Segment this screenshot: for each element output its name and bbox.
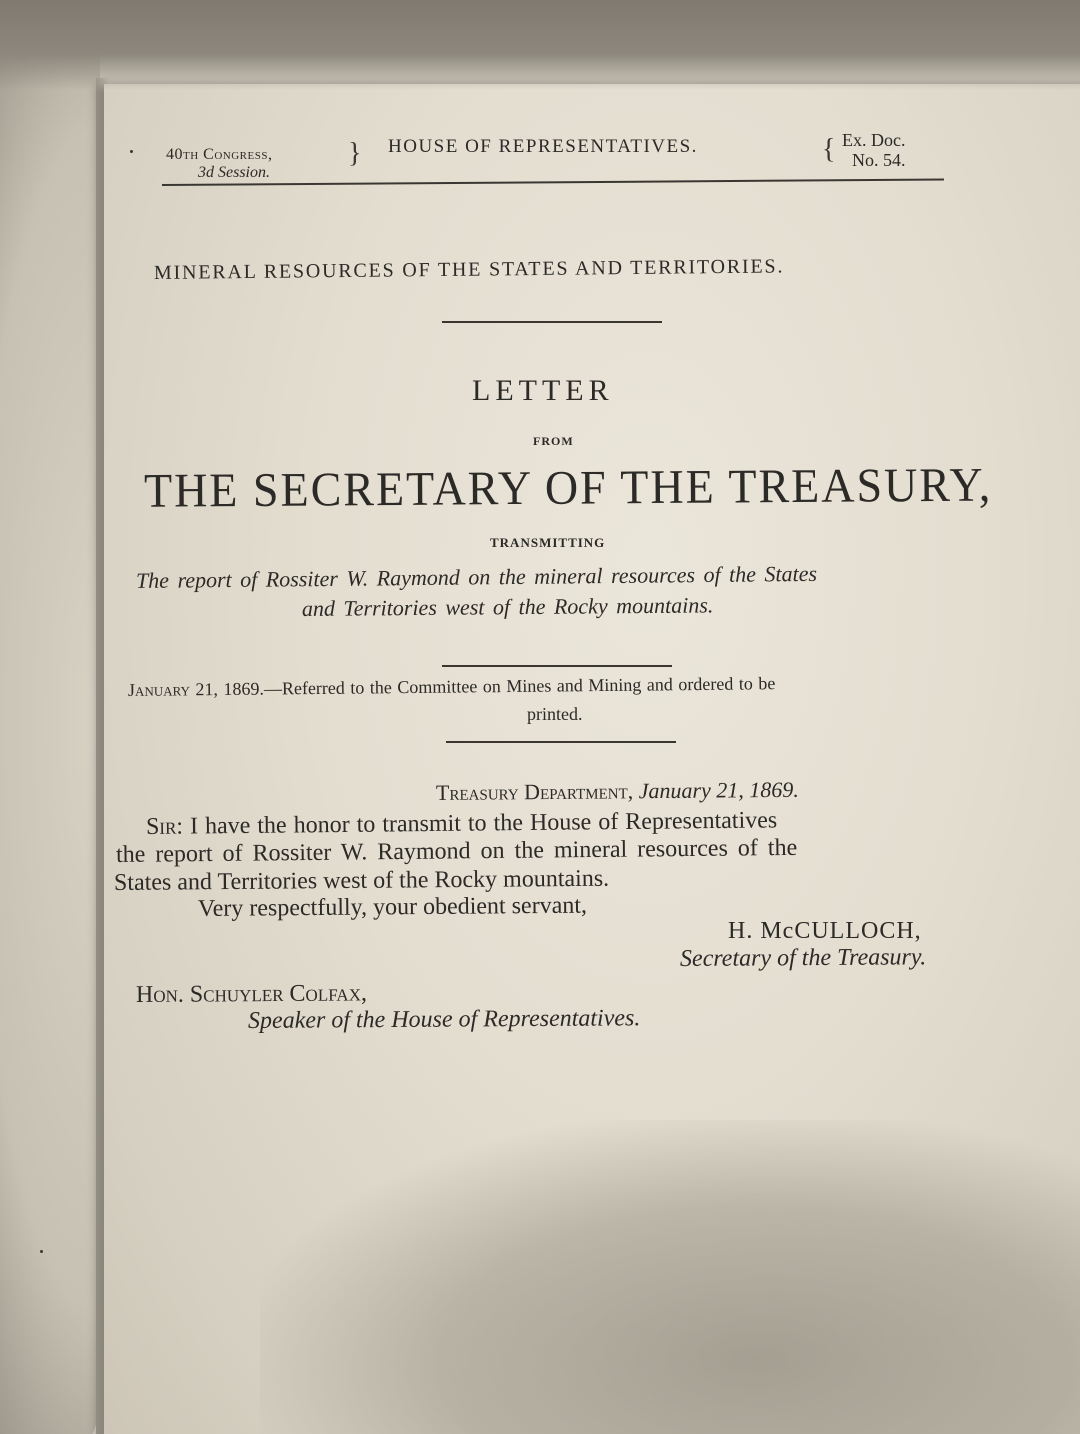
sender-heading: THE SECRETARY OF THE TREASURY,: [143, 457, 993, 518]
left-page-curl: [0, 0, 100, 1434]
addressee-name: Hon. Schuyler Colfax,: [135, 980, 368, 1008]
referral-line-2: printed.: [527, 704, 583, 724]
dateline-dept: Treasury Department,: [435, 778, 634, 805]
header-session: 3d Session.: [198, 164, 270, 181]
referral-text: —Referred to the Committee on Mines and Mining and ordered to be: [263, 673, 776, 699]
divider-rule: [446, 741, 676, 743]
top-shadow: [0, 0, 1080, 90]
divider-rule: [442, 665, 672, 667]
dateline-month-day: January 21, 1869.: [638, 776, 799, 804]
header-doc-number: No. 54.: [852, 150, 906, 170]
body-line: States and Territories west of the Rocky mountains.: [113, 865, 610, 896]
report-description-line: and Territories west of the Rocky mountains.: [301, 592, 714, 621]
subject-heading: MINERAL RESOURCES OF THE STATES AND TERRITORIES.: [153, 255, 785, 284]
brace-right: {: [822, 134, 836, 165]
header-house: HOUSE OF REPRESENTATIVES.: [388, 136, 698, 157]
body-line: the report of Rossiter W. Raymond on the mineral resources of the: [115, 834, 798, 868]
salutation: Sir: [145, 813, 177, 840]
brace-left: }: [348, 138, 362, 169]
divider-rule: [442, 321, 662, 323]
bottom-shadow: [260, 1120, 1080, 1434]
ink-speck: [130, 150, 133, 153]
closing-line: Very respectfully, your obedient servant,: [197, 892, 588, 922]
report-description-line: The report of Rossiter W. Raymond on the mineral resources of the States: [135, 560, 818, 593]
signature-name: H. McCULLOCH,: [728, 918, 922, 944]
dateline: [436, 777, 799, 806]
body-text: : I have the honor to transmit to the House of Representatives: [176, 807, 778, 840]
from-label: FROM: [533, 434, 574, 448]
referral-date: January 21, 1869.: [127, 678, 264, 700]
transmitting-label: TRANSMITTING: [490, 535, 606, 550]
addressee-title: Speaker of the House of Representatives.: [247, 1005, 641, 1034]
signature-title: Secretary of the Treasury.: [679, 944, 927, 972]
header-ex-doc: Ex. Doc.: [842, 130, 906, 150]
header-congress: 40th Congress,: [166, 146, 273, 163]
ink-speck: [40, 1250, 43, 1253]
letter-heading: LETTER: [472, 374, 614, 407]
